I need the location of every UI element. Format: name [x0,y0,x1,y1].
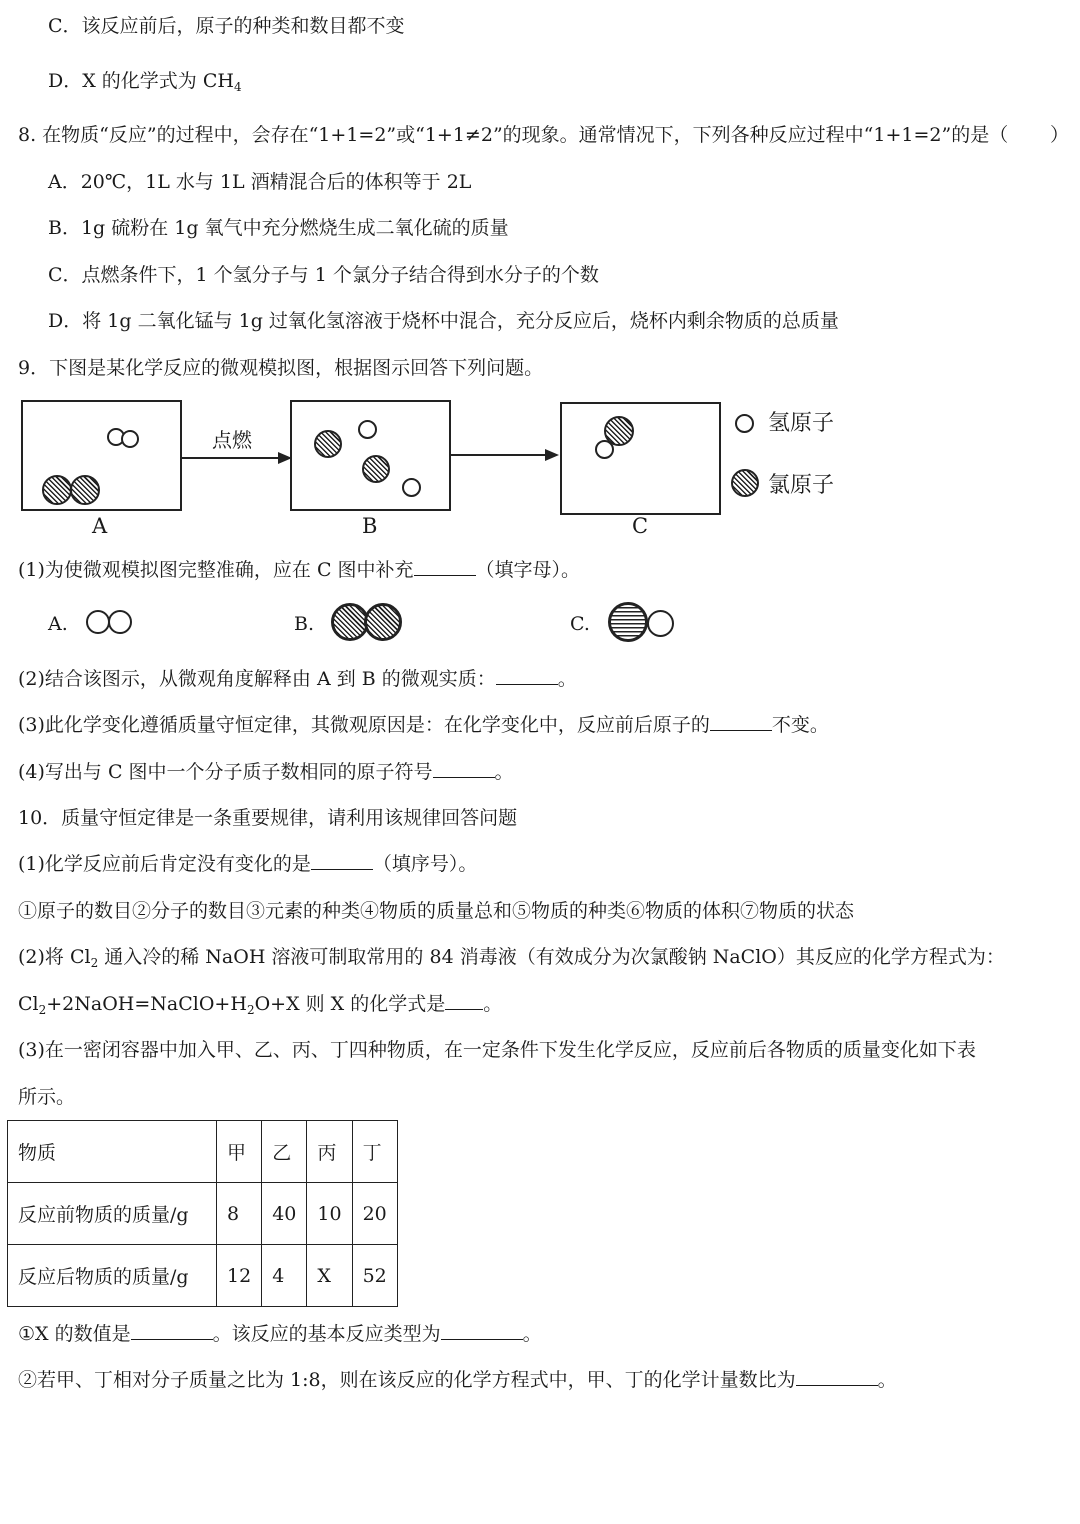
q8-stem-close: ） [1050,124,1070,146]
box-a-label: A [92,514,108,538]
chlorine-atom [362,455,390,483]
q7-option-c: C．该反应前后，原子的种类和数目都不变 [48,15,405,37]
q10-answer2-text: ②若甲、丁相对分子质量之比为 1:8，则在该反应的化学方程式中，甲、丁的化学计量数比为 [18,1369,796,1391]
table-cell: 20 [352,1183,397,1245]
table-cell: 10 [307,1183,352,1245]
q10-answer1-mid: 。该反应的基本反应类型为 [212,1323,441,1345]
table-cell: 52 [352,1245,397,1307]
q7-option-d-subscript: 4 [233,80,242,94]
q10-answer2 [18,1367,897,1393]
eq-sub-2: 2 [246,1003,255,1017]
answer-blank[interactable] [796,1367,878,1386]
choice-c-label: C. [570,613,590,635]
table-cell: X [307,1245,352,1307]
table-row [8,1245,398,1307]
chlorine-atom [42,475,72,505]
q10-items: ①原子的数目②分子的数目③元素的种类④物质的质量总和⑤物质的种类⑥物质的体积⑦物质的状态 [18,900,855,922]
q10-sub2-rest: 通入冷的稀 NaOH 溶液可制取常用的 84 消毒液（有效成分为次氯酸钠 NaClO）其反应的化学方程式为： [98,946,1005,968]
q7-option-d [48,68,242,100]
choice-a-hydrogen-atom [86,610,110,634]
eq-part-a: Cl [18,993,39,1015]
q9-stem: 9．下图是某化学反应的微观模拟图，根据图示回答下列问题。 [18,357,544,379]
answer-blank[interactable] [496,666,558,685]
answer-blank[interactable] [131,1321,213,1340]
hydrogen-atom [121,430,139,448]
answer-blank[interactable] [441,1321,523,1340]
q10-answer2-tail: 。 [877,1369,897,1391]
q9-sub2-text: (2)结合该图示，从微观角度解释由 A 到 B 的微观实质： [18,668,496,690]
choice-c-chlorine-atom [608,602,648,642]
table-cell: 乙 [262,1121,307,1183]
q10-sub2-subscript: 2 [90,956,99,970]
choice-b-label: B. [294,613,315,635]
box-c [560,402,721,515]
q10-equation [18,991,502,1023]
q10-sub3-line1: (3)在一密闭容器中加入甲、乙、丙、丁四种物质，在一定条件下发生化学反应，反应前后各物质的质量变化如下表 [18,1039,976,1061]
q10-answer1-text: ①X 的数值是 [18,1323,131,1345]
q10-sub2-text: (2)将 Cl [18,946,91,968]
choice-a-label: A. [48,613,68,635]
answer-blank[interactable] [414,557,476,576]
choice-a-hydrogen-atom [108,610,132,634]
q9-sub1-tail: （填字母）。 [475,559,581,581]
mass-table [7,1120,398,1307]
arrow-label: 点燃 [212,428,252,452]
legend-chlorine-label: 氯原子 [768,473,835,498]
q9-sub3-tail: 不变。 [771,714,829,736]
box-b-label: B [362,514,378,538]
table-cell: 8 [217,1183,262,1245]
hydrogen-atom [402,478,421,497]
arrow-line [181,457,279,459]
table-cell: 反应前物质的质量/g [8,1183,217,1245]
hydrogen-atom [595,440,614,459]
q9-sub1-text: (1)为使微观模拟图完整准确，应在 C 图中补充 [18,559,414,581]
hydrogen-atom [358,420,377,439]
q10-answer1 [18,1321,542,1347]
table-cell: 物质 [8,1121,217,1183]
answer-blank[interactable] [311,851,373,870]
chlorine-atom [314,430,342,458]
eq-part-c: O+X 则 X 的化学式是 [254,993,446,1015]
legend-hydrogen-label: 氢原子 [768,411,835,436]
q9-sub4-text: (4)写出与 C 图中一个分子质子数相同的原子符号 [18,761,433,783]
q9-sub3-text: (3)此化学变化遵循质量守恒定律，其微观原因是：在化学变化中，反应前后原子的 [18,714,710,736]
q8-option-b: B．1g 硫粉在 1g 氧气中充分燃烧生成二氧化硫的质量 [48,217,509,239]
q10-sub1-tail: （填序号）。 [372,853,478,875]
box-b [290,400,451,511]
table-cell: 反应后物质的质量/g [8,1245,217,1307]
table-cell: 丙 [307,1121,352,1183]
arrow-head-icon [545,449,559,461]
q8-option-a: A．20℃，1L 水与 1L 酒精混合后的体积等于 2L [48,171,472,193]
q9-sub2 [18,666,577,692]
answer-blank[interactable] [433,759,495,778]
eq-sub-1: 2 [38,1003,47,1017]
q8-stem: 8. 在物质“反应”的过程中，会存在“1+1=2”或“1+1≠2”的现象。通常情况下，下列各种反应过程中“1+1=2”的是（ [18,124,1009,146]
q9-sub4-tail: 。 [494,761,514,783]
table-header-row [8,1121,398,1183]
table-cell: 甲 [217,1121,262,1183]
table-cell: 12 [217,1245,262,1307]
q9-sub4 [18,759,514,785]
q10-sub2 [18,944,1005,976]
box-c-label: C [632,514,649,538]
q10-answer1-tail: 。 [522,1323,542,1345]
chlorine-atom [70,475,100,505]
box-a [21,400,182,511]
q9-sub3 [18,712,829,738]
answer-blank[interactable] [445,991,483,1010]
q9-sub1 [18,557,580,583]
q10-sub3-line2: 所示。 [18,1086,76,1108]
table-cell: 丁 [352,1121,397,1183]
q7-option-d-text: D．X 的化学式为 CH [48,70,234,92]
eq-part-d: 。 [483,993,503,1015]
q8-option-c: C．点燃条件下，1 个氢分子与 1 个氯分子结合得到水分子的个数 [48,264,599,286]
table-cell: 40 [262,1183,307,1245]
legend-chlorine-icon [731,469,759,497]
choice-b-chlorine-atom [364,603,402,641]
q8-option-d: D．将 1g 二氧化锰与 1g 过氧化氢溶液于烧杯中混合，充分反应后，烧杯内剩余物质的总质量 [48,310,839,332]
q10-sub1 [18,851,477,877]
q9-sub2-tail: 。 [557,668,577,690]
q10-sub1-text: (1)化学反应前后肯定没有变化的是 [18,853,311,875]
table-cell: 4 [262,1245,307,1307]
table-row [8,1183,398,1245]
arrow-line [450,454,546,456]
q10-stem: 10．质量守恒定律是一条重要规律，请利用该规律回答问题 [18,807,518,829]
choice-c-hydrogen-atom [647,610,674,637]
legend-hydrogen-icon [735,414,754,433]
answer-blank[interactable] [710,712,772,731]
eq-part-b: +2NaOH=NaClO+H [46,993,247,1015]
